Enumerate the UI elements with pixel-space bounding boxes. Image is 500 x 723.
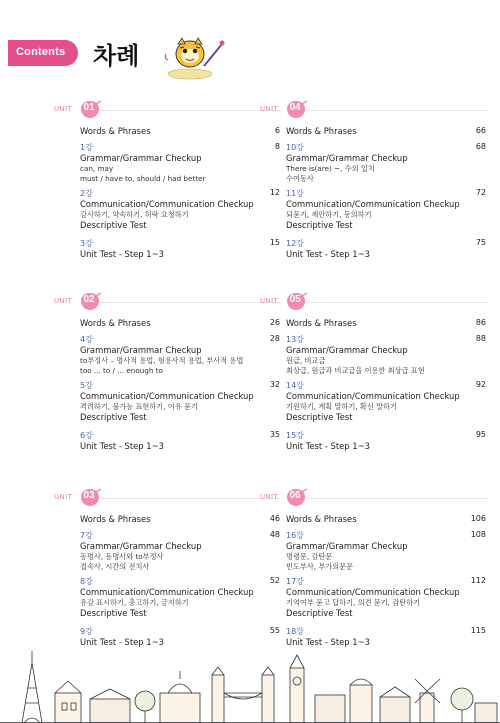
entry-detail: 되묻기, 제안하기, 동의하기: [286, 210, 372, 219]
page-number: 92: [475, 380, 486, 389]
entry-heading: Communication/Communication Checkup: [80, 391, 254, 401]
page-number: 108: [470, 530, 486, 539]
entry-subheading: Descriptive Test: [286, 412, 353, 422]
unit-divider: [308, 110, 488, 111]
page-number: 75: [475, 238, 486, 247]
page-number: 28: [269, 334, 280, 343]
page-number: 6: [274, 126, 280, 135]
toc-entry[interactable]: [80, 238, 280, 260]
toc-entry[interactable]: [286, 576, 486, 619]
page-number: 8: [274, 142, 280, 151]
unit-number: 06: [289, 490, 301, 501]
entry-heading: Unit Test - Step 1~3: [286, 249, 370, 259]
unit-number: 02: [83, 294, 95, 305]
unit-label: UNIT: [54, 494, 73, 501]
toc-entry[interactable]: [286, 514, 486, 525]
entry-heading: Words & Phrases: [80, 126, 151, 136]
page-number: 112: [470, 576, 486, 585]
unit-divider: [102, 302, 282, 303]
entry-heading: Words & Phrases: [286, 318, 357, 328]
lesson-number: 12강: [286, 239, 304, 248]
entry-subheading: Descriptive Test: [80, 608, 147, 618]
toc-entry[interactable]: [80, 380, 280, 423]
entry-heading: Communication/Communication Checkup: [286, 391, 460, 401]
entry-detail: 동명사, 동명사와 to부정사: [80, 552, 164, 561]
entry-heading: Grammar/Grammar Checkup: [286, 541, 408, 551]
toc-entry[interactable]: [286, 380, 486, 423]
entry-heading: Words & Phrases: [80, 514, 151, 524]
city-skyline-illustration: [0, 623, 500, 723]
entry-detail: 원급, 비교급: [286, 356, 326, 365]
unit-divider: [308, 498, 488, 499]
page-number: 115: [470, 626, 486, 635]
page-number: 106: [470, 514, 486, 523]
entry-detail: 수여동사: [286, 174, 314, 183]
page-number: 46: [269, 514, 280, 523]
entry-detail: There is(are) ~, 수의 일치: [286, 164, 375, 173]
entry-detail: 최상급, 원급과 비교급을 이용한 최상급 표현: [286, 366, 425, 375]
page-number: 35: [269, 430, 280, 439]
entry-detail: to부정사 – 명사적 용법, 형용사적 용법, 부사적 용법: [80, 356, 244, 365]
entry-heading: Grammar/Grammar Checkup: [80, 345, 202, 355]
toc-entry[interactable]: [286, 126, 486, 137]
page-title: 차례: [93, 42, 140, 70]
lesson-number: 10강: [286, 143, 304, 152]
lesson-number: 11강: [286, 189, 304, 198]
entry-heading: Unit Test - Step 1~3: [80, 637, 164, 647]
toc-entry[interactable]: [80, 318, 280, 329]
toc-entry[interactable]: [286, 530, 486, 572]
toc-entry[interactable]: [80, 430, 280, 452]
unit-number: 04: [289, 102, 301, 113]
entry-detail: 격려하기, 불가능 표현하기, 이유 묻기: [80, 402, 198, 411]
lesson-number: 8강: [80, 577, 93, 586]
unit-label: UNIT: [260, 494, 279, 501]
entry-heading: Unit Test - Step 1~3: [286, 637, 370, 647]
toc-entry[interactable]: [286, 318, 486, 329]
entry-detail: 명령문, 감탄문: [286, 552, 333, 561]
toc-entry[interactable]: [80, 576, 280, 619]
entry-heading: Words & Phrases: [286, 126, 357, 136]
lesson-number: 1강: [80, 143, 93, 152]
entry-subheading: Descriptive Test: [286, 220, 353, 230]
toc-entry[interactable]: [80, 126, 280, 137]
entry-heading: Grammar/Grammar Checkup: [80, 541, 202, 551]
entry-heading: Communication/Communication Checkup: [286, 587, 460, 597]
entry-heading: Communication/Communication Checkup: [286, 199, 460, 209]
toc-entry[interactable]: [286, 188, 486, 231]
page-number: 32: [269, 380, 280, 389]
lesson-number: 13강: [286, 335, 304, 344]
page-number: 88: [475, 334, 486, 343]
unit-label: UNIT: [260, 298, 279, 305]
page-number: 12: [269, 188, 280, 197]
toc-entry[interactable]: [80, 530, 280, 572]
mascot-illustration-icon: [160, 30, 230, 80]
entry-detail: must / have to, should / had better: [80, 174, 206, 183]
entry-heading: Unit Test - Step 1~3: [80, 441, 164, 451]
lesson-number: 17강: [286, 577, 304, 586]
entry-detail: too ... to / ... enough to: [80, 366, 163, 375]
toc-entry[interactable]: [286, 334, 486, 376]
entry-detail: 빈도부사, 부가의문문: [286, 562, 354, 571]
entry-heading: Unit Test - Step 1~3: [80, 249, 164, 259]
lesson-number: 3강: [80, 239, 93, 248]
page-number: 95: [475, 430, 486, 439]
page-number: 26: [269, 318, 280, 327]
entry-detail: 접속사, 시간의 전치사: [80, 562, 150, 571]
lesson-number: 2강: [80, 189, 93, 198]
contents-label: Contents: [16, 46, 66, 58]
lesson-number: 14강: [286, 381, 304, 390]
entry-subheading: Descriptive Test: [80, 220, 147, 230]
page-number: 48: [269, 530, 280, 539]
entry-heading: Unit Test - Step 1~3: [286, 441, 370, 451]
entry-detail: 감사하기, 약속하기, 허락 요청하기: [80, 210, 189, 219]
entry-subheading: Descriptive Test: [80, 412, 147, 422]
unit-label: UNIT: [54, 106, 73, 113]
entry-heading: Communication/Communication Checkup: [80, 199, 254, 209]
entry-detail: 기원하기, 계획 말하기, 확신 말하기: [286, 402, 397, 411]
entry-heading: Words & Phrases: [80, 318, 151, 328]
entry-heading: Words & Phrases: [286, 514, 357, 524]
lesson-number: 15강: [286, 431, 304, 440]
page-number: 52: [269, 576, 280, 585]
toc-entry[interactable]: [286, 142, 486, 184]
lesson-number: 4강: [80, 335, 93, 344]
page-number: 72: [475, 188, 486, 197]
page-number: 15: [269, 238, 280, 247]
toc-entry[interactable]: [80, 188, 280, 231]
page-number: 86: [475, 318, 486, 327]
toc-entry[interactable]: [80, 334, 280, 376]
toc-entry[interactable]: [80, 142, 280, 184]
lesson-number: 18강: [286, 627, 304, 636]
lesson-number: 5강: [80, 381, 93, 390]
entry-detail: can, may: [80, 164, 114, 173]
page-number: 68: [475, 142, 486, 151]
entry-subheading: Descriptive Test: [286, 608, 353, 618]
entry-heading: Grammar/Grammar Checkup: [286, 153, 408, 163]
lesson-number: 9강: [80, 627, 93, 636]
unit-label: UNIT: [54, 298, 73, 305]
unit-number: 03: [83, 490, 95, 501]
lesson-number: 6강: [80, 431, 93, 440]
toc-entry[interactable]: [80, 514, 280, 525]
entry-detail: 유감 표시하기, 충고하기, 금지하기: [80, 598, 189, 607]
unit-divider: [102, 498, 282, 499]
unit-divider: [308, 302, 488, 303]
entry-detail: 기억여부 묻고 답하기, 의견 묻기, 감탄하기: [286, 598, 421, 607]
page-number: 66: [475, 126, 486, 135]
page-number: 55: [269, 626, 280, 635]
lesson-number: 16강: [286, 531, 304, 540]
entry-heading: Communication/Communication Checkup: [80, 587, 254, 597]
entry-heading: Grammar/Grammar Checkup: [286, 345, 408, 355]
unit-number: 05: [289, 294, 301, 305]
toc-entry[interactable]: [286, 238, 486, 260]
unit-label: UNIT: [260, 106, 279, 113]
toc-entry[interactable]: [286, 430, 486, 452]
entry-heading: Grammar/Grammar Checkup: [80, 153, 202, 163]
lesson-number: 7강: [80, 531, 93, 540]
unit-number: 01: [83, 102, 95, 113]
unit-divider: [102, 110, 282, 111]
